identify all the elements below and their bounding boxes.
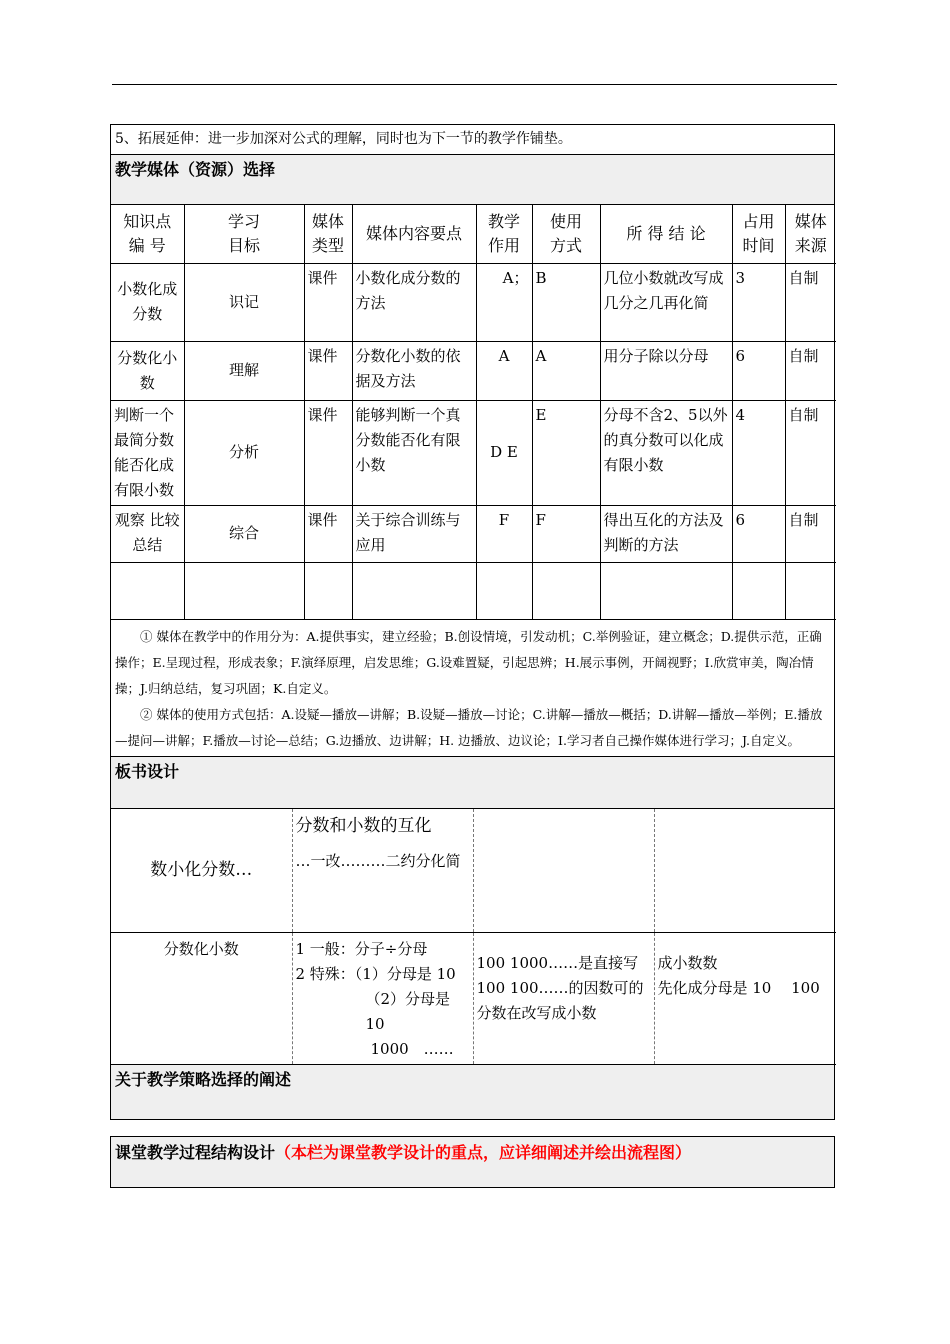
cell-knowledge: 观察 比较 总结	[111, 505, 184, 562]
board-convert-cell	[654, 933, 836, 1065]
board-convert-line2: 先化成分母是 10 100	[657, 979, 820, 997]
empty-cell	[184, 562, 304, 619]
cell-knowledge: 判断一个最简分数能否化成有限小数	[111, 400, 184, 505]
header-media-content: 媒体内容要点	[352, 205, 476, 263]
cell-goal: 理解	[184, 341, 304, 400]
board-method-special-1: 2 特殊：（1）分母是 10	[295, 965, 456, 983]
empty-cell	[352, 562, 476, 619]
cell-conclusion: 得出互化的方法及判断的方法	[600, 505, 732, 562]
board-rule-text: …一改………二约分化简	[295, 851, 461, 870]
header-knowledge-id: 知识点 编 号	[111, 205, 184, 263]
media-table	[111, 205, 836, 620]
cell-content: 能够判断一个真分数能否化有限小数	[352, 400, 476, 505]
cell-mode: E	[532, 400, 600, 505]
cell-conclusion: 几位小数就改写成几分之几再化简	[600, 263, 732, 341]
media-section-title: 教学媒体（资源）选择	[111, 155, 834, 205]
header-usage-mode: 使用 方式	[532, 205, 600, 263]
empty-cell	[473, 809, 654, 933]
header-learning-goal: 学习 目标	[184, 205, 304, 263]
cell-role: F	[476, 505, 532, 562]
header-rule	[112, 84, 837, 85]
board-method-general: 1 一般：分子÷分母	[295, 940, 428, 958]
table-row	[111, 263, 836, 341]
board-title: 分数和小数的互化	[295, 815, 432, 836]
cell-goal: 综合	[184, 505, 304, 562]
table-row	[111, 505, 836, 562]
cell-source: 自制	[785, 341, 836, 400]
empty-cell	[111, 562, 184, 619]
cell-role: A；	[476, 263, 532, 341]
cell-goal: 识记	[184, 263, 304, 341]
board-fraction-to-decimal: 分数化小数	[111, 933, 292, 1065]
board-title-cell	[292, 809, 473, 933]
board-decimal-to-fraction: 数小化分数…	[111, 809, 292, 933]
intro-text: 5、拓展延伸：进一步加深对公式的理解，同时也为下一节的教学作铺垫。	[111, 125, 834, 155]
cell-type: 课件	[304, 400, 352, 505]
cell-source: 自制	[785, 505, 836, 562]
process-title: 课堂教学过程结构设计	[115, 1143, 276, 1162]
board-section-title: 板书设计	[111, 757, 834, 809]
cell-type: 课件	[304, 263, 352, 341]
cell-mode: B	[532, 263, 600, 341]
cell-conclusion: 用分子除以分母	[600, 341, 732, 400]
cell-mode: A	[532, 341, 600, 400]
cell-source: 自制	[785, 400, 836, 505]
media-notes	[111, 620, 834, 757]
strategy-section-title: 关于教学策略选择的阐述	[111, 1065, 834, 1119]
process-note: （本栏为课堂教学设计的重点，应详细阐述并绘出流程图）	[275, 1143, 692, 1162]
header-source: 媒体 来源	[785, 205, 836, 263]
header-teaching-role: 教学 作用	[476, 205, 532, 263]
header-time: 占用 时间	[732, 205, 785, 263]
empty-cell	[476, 562, 532, 619]
cell-content: 小数化成分数的方法	[352, 263, 476, 341]
table-row	[111, 400, 836, 505]
cell-content: 分数化小数的依据及方法	[352, 341, 476, 400]
empty-cell	[785, 562, 836, 619]
empty-cell	[304, 562, 352, 619]
cell-role: D E	[476, 400, 532, 505]
header-media-type: 媒体 类型	[304, 205, 352, 263]
empty-cell	[732, 562, 785, 619]
cell-role: A	[476, 341, 532, 400]
cell-time: 4	[732, 400, 785, 505]
board-methods-cell	[292, 933, 473, 1065]
cell-content: 关于综合训练与应用	[352, 505, 476, 562]
header-conclusion: 所 得 结 论	[600, 205, 732, 263]
board-design-table	[111, 809, 836, 1066]
board-method-special-3: 1000 ……	[370, 1040, 454, 1058]
board-row	[111, 809, 836, 933]
lesson-plan-table	[110, 124, 835, 1120]
cell-goal: 分析	[184, 400, 304, 505]
empty-cell	[532, 562, 600, 619]
cell-source: 自制	[785, 263, 836, 341]
table-row	[111, 341, 836, 400]
cell-mode: F	[532, 505, 600, 562]
empty-cell	[654, 809, 836, 933]
note-usage: ② 媒体的使用方式包括：A.设疑—播放—讲解；B.设疑—播放—讨论；C.讲解—播放—概括；D.讲解—播放—举例；E.播放—提问—讲解；F.播放—讨论—总结；G.边播放、边讲解；H. 边播放、边议论；I.学习者自己操作媒体进行学习；J.自定义。	[115, 706, 823, 748]
cell-type: 课件	[304, 505, 352, 562]
media-table-header	[111, 205, 836, 263]
cell-time: 3	[732, 263, 785, 341]
board-convert-line1: 成小数数	[657, 954, 718, 972]
board-method-special-2: （2）分母是 10	[365, 990, 451, 1033]
cell-type: 课件	[304, 341, 352, 400]
cell-knowledge: 小数化成分数	[111, 263, 184, 341]
board-row	[111, 933, 836, 1065]
empty-table-row	[111, 562, 836, 619]
note-role: ① 媒体在教学中的作用分为：A.提供事实，建立经验；B.创设情境，引发动机；C.举例验证，建立概念；D.提供示范，正确操作；E.呈现过程，形成表象；F.演绎原理，启发思维；G.设难置疑，引起思辨；H.展示事例，开阔视野；I.欣赏审美，陶冶情操；J.归纳总结，复习巩固；K.自定义。	[115, 628, 822, 696]
empty-cell	[600, 562, 732, 619]
cell-time: 6	[732, 341, 785, 400]
board-direct-write: 100 1000……是直接写 100 100……的因数可的分数在改写成小数	[473, 933, 654, 1065]
cell-time: 6	[732, 505, 785, 562]
process-section	[110, 1136, 835, 1188]
cell-conclusion: 分母不含2、5以外的真分数可以化成有限小数	[600, 400, 732, 505]
cell-knowledge: 分数化小数	[111, 341, 184, 400]
